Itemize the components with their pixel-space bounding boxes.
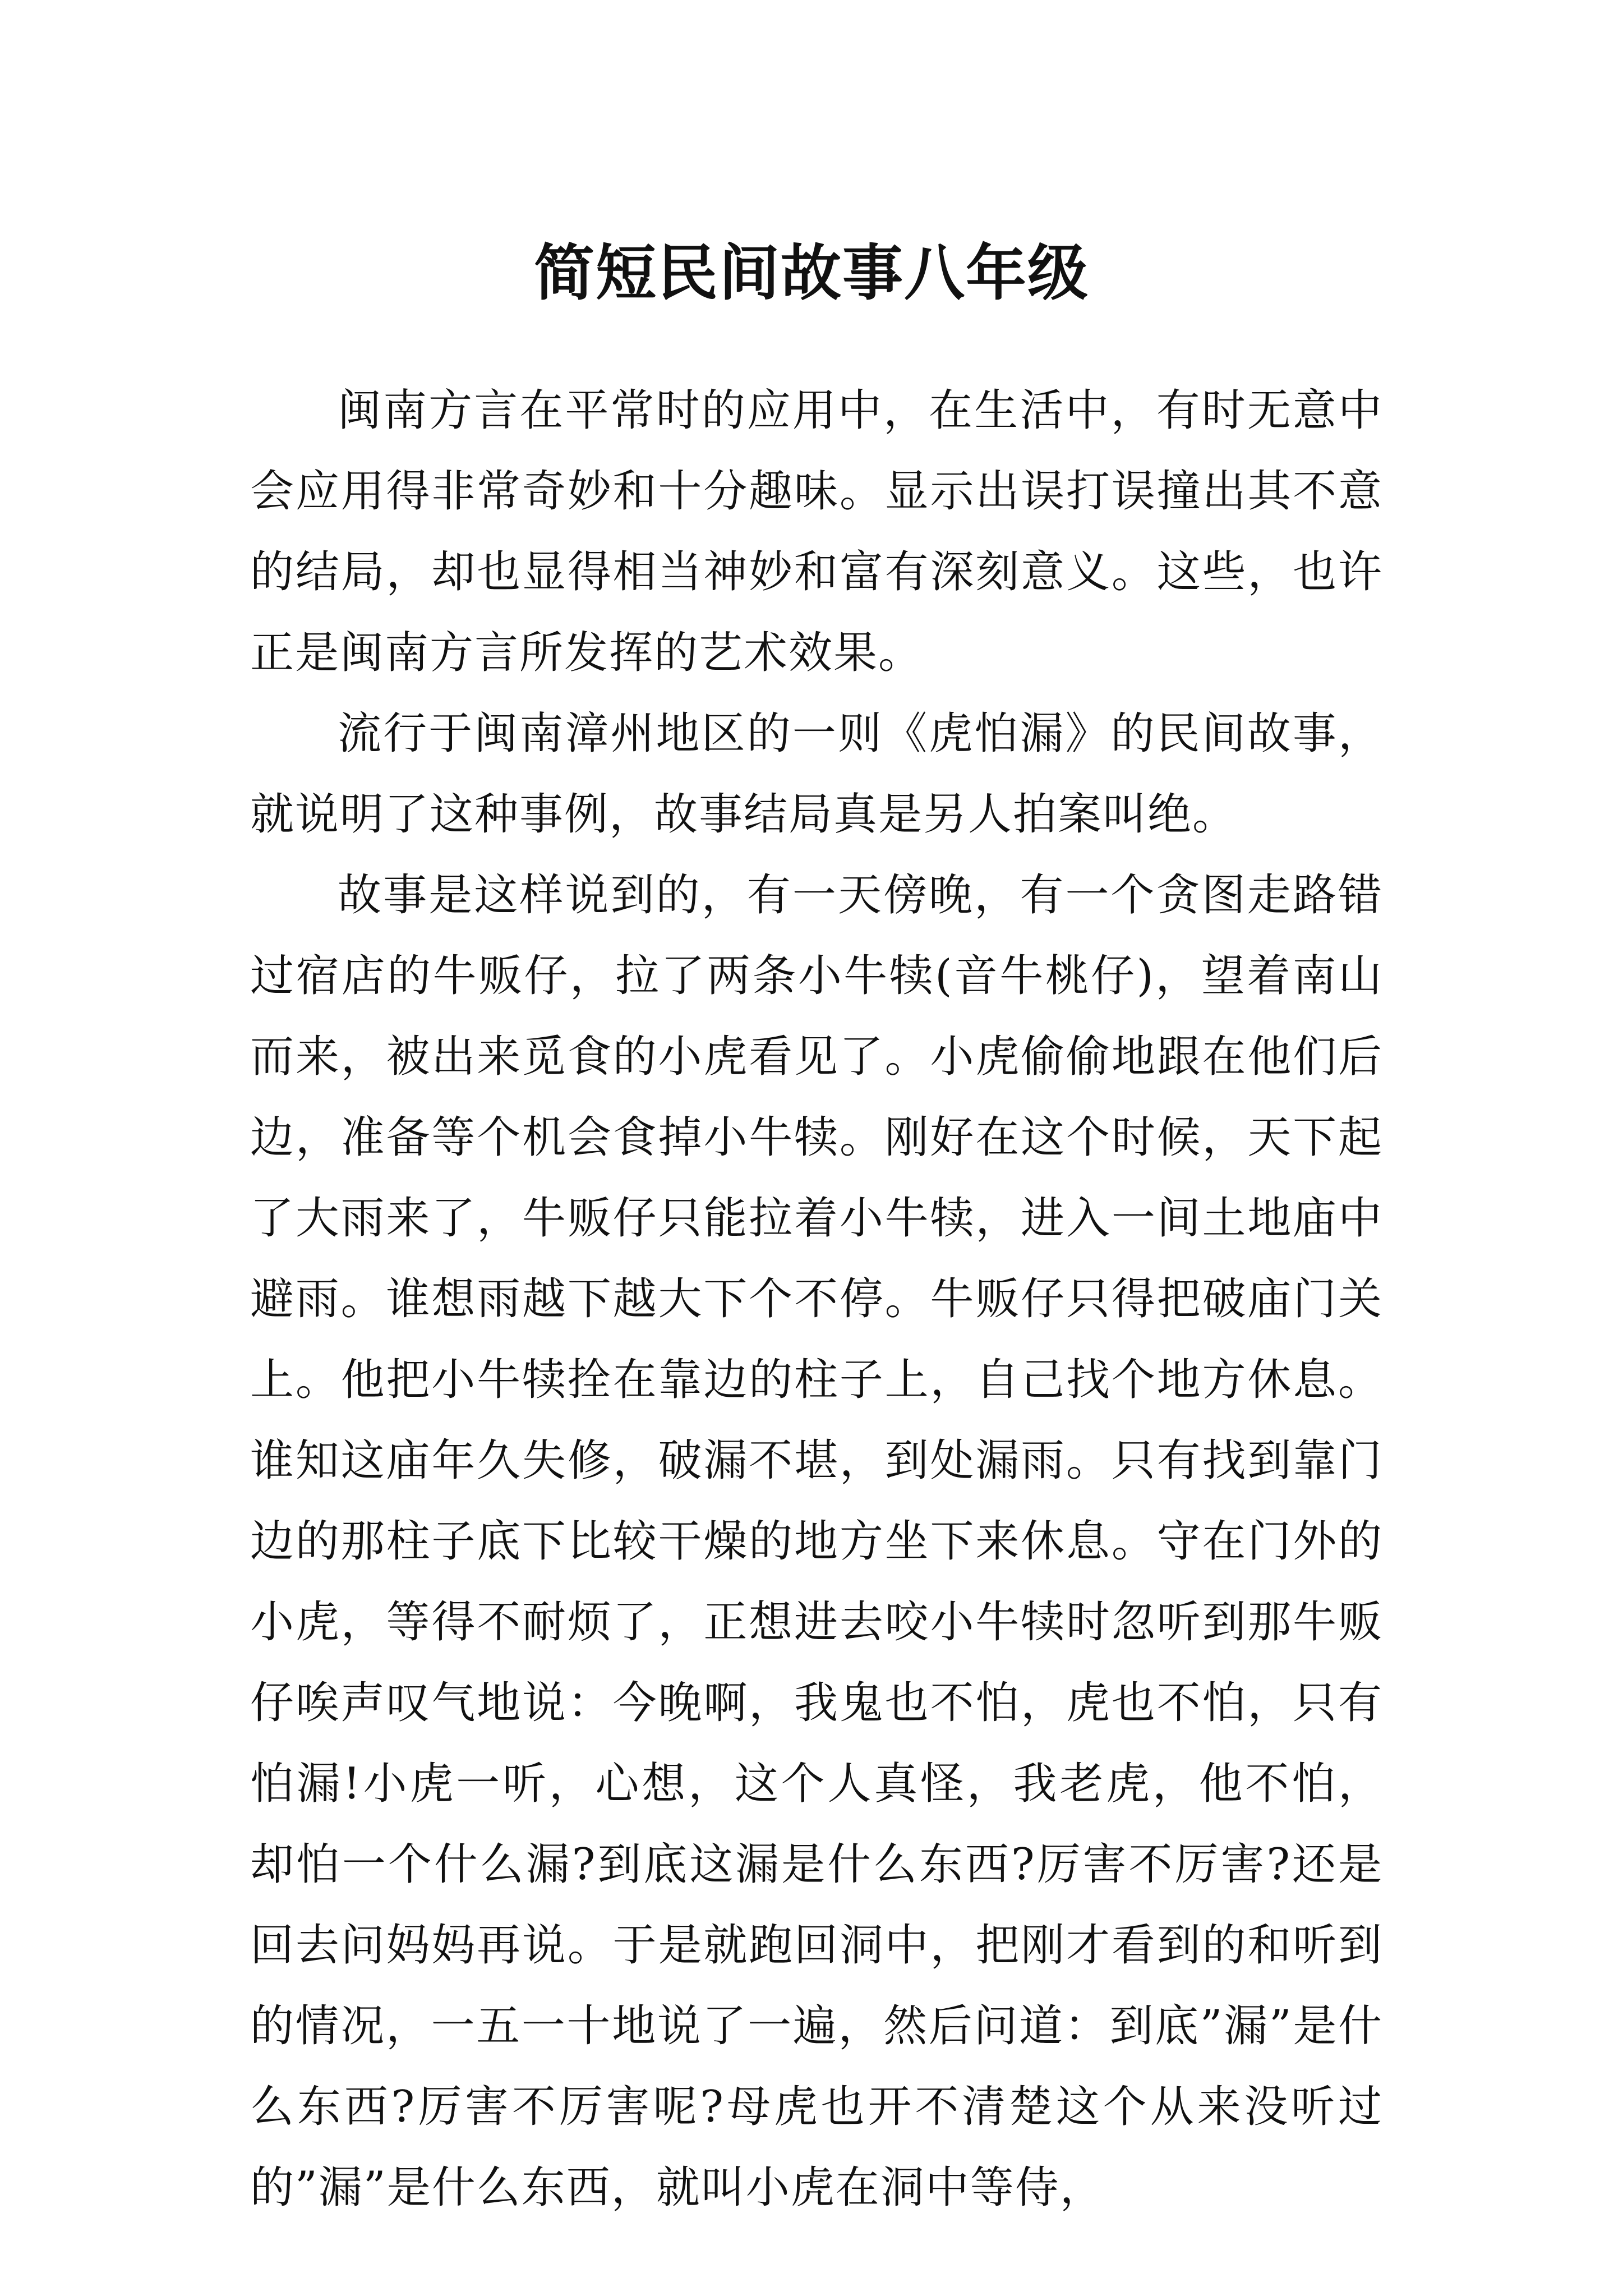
document-body: [250, 370, 1383, 2228]
paragraph-story-origin: 流行于闽南漳州地区的一则《虎怕漏》的民间故事，就说明了这种事例，故事结局真是另人拍案叫绝。: [250, 708, 1383, 840]
paragraph-story-body: 故事是这样说到的，有一天傍晚，有一个贪图走路错过宿店的牛贩仔，拉了两条小牛犊(音牛桃仔)，望着南山而来，被出来觅食的小虎看见了。小虎偷偷地跟在他们后边，准备等个机会食掉小牛犊。刚好在这个时候，天下起了大雨来了，牛贩仔只能拉着小牛犊，进入一间土地庙中避雨。谁想雨越下越大下个不停。牛贩仔只得把破庙门关上。他把小牛犊拴在靠边的柱子上，自己找个地方休息。谁知这庙年久失修，破漏不堪，到处漏雨。只有找到靠门边的那柱子底下比较干燥的地方坐下来休息。守在门外的小虎，等得不耐烦了，正想进去咬小牛犊时忽听到那牛贩仔唉声叹气地说：今晚啊，我鬼也不怕，虎也不怕，只有怕漏!小虎一听，心想，这个人真怪，我老虎，他不怕，却怕一个什么漏?到底这漏是什么东西?厉害不厉害?还是回去问妈妈再说。于是就跑回洞中，把刚才看到的和听到的情况，一五一十地说了一遍，然后问道：到底”漏”是什么东西?厉害不厉害呢?母虎也开不清楚这个从来没听过的”漏”是什么东西，就叫小虎在洞中等侍，: [250, 870, 1383, 2213]
document-title: 简短民间故事八年级: [533, 238, 1089, 309]
paragraph-intro: 闽南方言在平常时的应用中，在生活中，有时无意中会应用得非常奇妙和十分趣味。显示出误打误撞出其不意的结局，却也显得相当神妙和富有深刻意义。这些，也许正是闽南方言所发挥的艺术效果。: [250, 385, 1383, 678]
